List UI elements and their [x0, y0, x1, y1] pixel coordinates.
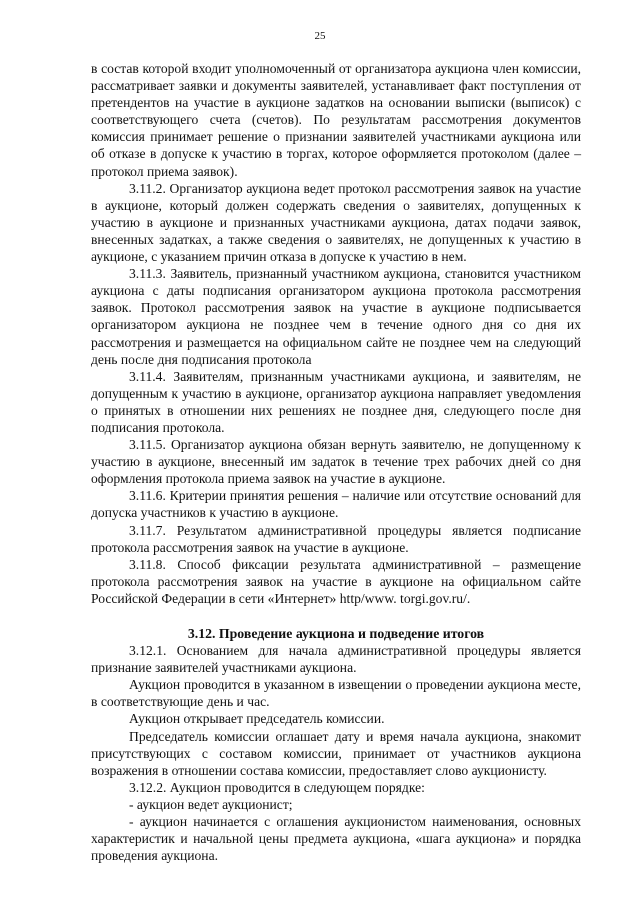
paragraph-3-11-8: 3.11.8. Способ фиксации результата административной – размещение протокола рассмотрения заявок на участие в аукционе на официальном сайте Российской Федерации в сети «Интернет» http/www. torgi.gov.ru/.: [91, 556, 581, 606]
document-body: [91, 60, 581, 864]
paragraph-auction-opening: Аукцион открывает председатель комиссии.: [129, 711, 385, 727]
list-item-auctioneer: - аукцион ведет аукционист;: [129, 796, 293, 812]
page-number: 25: [314, 30, 326, 42]
paragraph-3-11-3: 3.11.3. Заявитель, признанный участником аукциона, становится участником аукциона с даты подписания организатором аукциона протокола рассмотрения заявок. Протокол рассмотрения заявок на участие в аукционе подписывается организатором аукциона не позднее чем в течение одного дня со дня их рассмотрения и размещается на официальном сайте не позднее чем на следующий день после дня подписания протокола: [91, 266, 581, 367]
paragraph-3-12-2: 3.12.2. Аукцион проводится в следующем порядке:: [129, 779, 425, 795]
paragraph-3-12-1: 3.12.1. Основанием для начала административной процедуры является признание заявителей участниками аукциона.: [91, 643, 581, 676]
paragraph-continuation: в состав которой входит уполномоченный от организатора аукциона член комиссии, рассматривает заявки и документы заявителей, устанавливает факт поступления от претендентов на участие в аукционе задатков на основании выписки (выписок) с соответствующего счета (счетов). По результатам рассмотрения документов комиссия принимает решение о признании заявителей участниками аукциона или об отказе в допуске к участию в торгах, которое оформляется протоколом (далее – протокол приема заявок).: [91, 61, 581, 179]
paragraph-chairman: Председатель комиссии оглашает дату и время начала аукциона, знакомит присутствующих с составом комиссии, принимает от участников аукциона возражения в отношении состава комиссии, предоставляет слово аукционисту.: [91, 728, 581, 778]
paragraph-3-11-7: 3.11.7. Результатом административной процедуры является подписание протокола рассмотрения заявок на участие в аукционе.: [91, 522, 581, 555]
paragraph-auction-place: Аукцион проводится в указанном в извещении о проведении аукциона месте, в соответствующие день и час.: [91, 677, 581, 710]
paragraph-3-11-2: 3.11.2. Организатор аукциона ведет протокол рассмотрения заявок на участие в аукционе, который должен содержать сведения о заявителях, допущенных к участию в аукционе и признанных участниками аукциона, датах подачи заявок, внесенных задатках, а также сведения о заявителях, не допущенных к участию в аукционе, с указанием причин отказа в допуске к участию в нем.: [91, 180, 581, 265]
paragraph-3-11-6: 3.11.6. Критерии принятия решения – наличие или отсутствие оснований для допуска участников к участию в аукционе.: [91, 488, 581, 521]
list-item-auction-start: - аукцион начинается с оглашения аукционистом наименования, основных характеристик и начальной цены предмета аукциона, «шага аукциона» и порядка проведения аукциона.: [91, 814, 581, 864]
paragraph-3-11-4: 3.11.4. Заявителям, признанным участниками аукциона, и заявителям, не допущенным к участию в аукционе, организатор аукциона направляет уведомления о принятых в отношении них решениях не позднее дня, следующего после дня подписания протокола.: [91, 368, 581, 435]
section-heading: 3.12. Проведение аукциона и подведение итогов: [187, 626, 485, 641]
paragraph-3-11-5: 3.11.5. Организатор аукциона обязан вернуть заявителю, не допущенному к участию в аукционе, внесенный им задаток в течение трех рабочих дней со дня оформления протокола приема заявок на участие в аукционе.: [91, 437, 581, 487]
